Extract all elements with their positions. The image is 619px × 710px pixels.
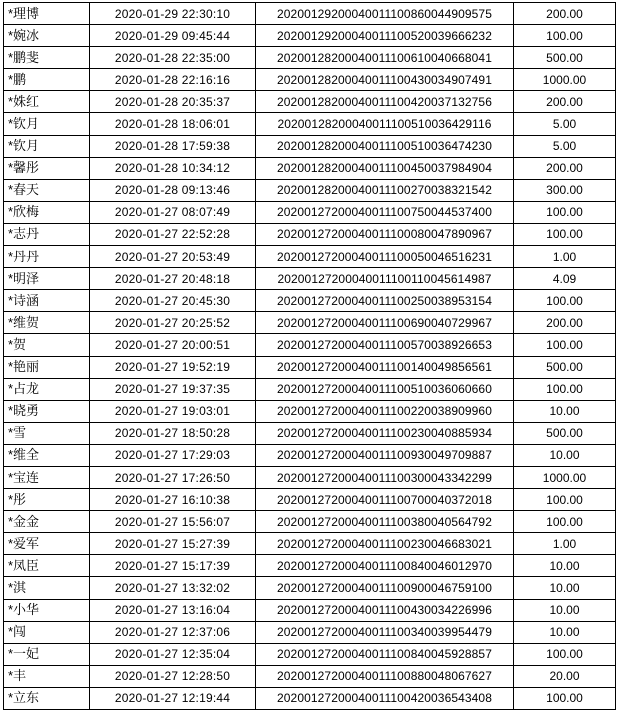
cell-amount: 1.00: [514, 246, 616, 268]
table-row: [4, 91, 616, 113]
cell-amount: 300.00: [514, 179, 616, 201]
cell-datetime: 2020-01-27 17:26:50: [90, 466, 256, 488]
cell-datetime: 2020-01-28 18:06:01: [90, 113, 256, 135]
cell-amount: 5.00: [514, 135, 616, 157]
cell-datetime: 2020-01-27 20:45:30: [90, 290, 256, 312]
table-row: [4, 489, 616, 511]
cell-amount: 5.00: [514, 113, 616, 135]
cell-order-number: 20200127200040011100250038953154: [256, 290, 514, 312]
cell-datetime: 2020-01-28 22:16:16: [90, 69, 256, 91]
table-row: [4, 179, 616, 201]
table-row: [4, 246, 616, 268]
cell-datetime: 2020-01-27 15:17:39: [90, 555, 256, 577]
cell-order-number: 20200127200040011100230040885934: [256, 422, 514, 444]
cell-amount: 4.09: [514, 268, 616, 290]
cell-order-number: 20200127200040011100930049709887: [256, 444, 514, 466]
cell-name: *诗涵: [4, 290, 90, 312]
cell-name: *一妃: [4, 643, 90, 665]
cell-datetime: 2020-01-27 08:07:49: [90, 201, 256, 223]
cell-order-number: 20200128200040011100450037984904: [256, 157, 514, 179]
cell-name: *雪: [4, 422, 90, 444]
cell-name: *淇: [4, 577, 90, 599]
cell-name: *贺: [4, 334, 90, 356]
table-row: [4, 599, 616, 621]
cell-amount: 200.00: [514, 3, 616, 25]
cell-name: *占龙: [4, 378, 90, 400]
cell-order-number: 20200127200040011100340039954479: [256, 621, 514, 643]
cell-amount: 100.00: [514, 643, 616, 665]
table-row: [4, 511, 616, 533]
cell-datetime: 2020-01-28 17:59:38: [90, 135, 256, 157]
table-row: [4, 400, 616, 422]
cell-order-number: 20200128200040011100420037132756: [256, 91, 514, 113]
table-row: [4, 223, 616, 245]
cell-datetime: 2020-01-27 15:56:07: [90, 511, 256, 533]
cell-amount: 100.00: [514, 687, 616, 709]
cell-amount: 1000.00: [514, 69, 616, 91]
cell-order-number: 20200128200040011100270038321542: [256, 179, 514, 201]
cell-order-number: 20200127200040011100430034226996: [256, 599, 514, 621]
cell-order-number: 20200127200040011100840046012970: [256, 555, 514, 577]
cell-datetime: 2020-01-27 20:25:52: [90, 312, 256, 334]
cell-amount: 1.00: [514, 533, 616, 555]
cell-order-number: 20200127200040011100700040372018: [256, 489, 514, 511]
cell-amount: 100.00: [514, 25, 616, 47]
table-row: [4, 268, 616, 290]
cell-datetime: 2020-01-27 20:53:49: [90, 246, 256, 268]
cell-datetime: 2020-01-27 12:35:04: [90, 643, 256, 665]
cell-datetime: 2020-01-27 15:27:39: [90, 533, 256, 555]
table-row: [4, 290, 616, 312]
cell-order-number: 20200127200040011100230046683021: [256, 533, 514, 555]
table-row: [4, 69, 616, 91]
table-row: [4, 334, 616, 356]
cell-name: *维全: [4, 444, 90, 466]
cell-order-number: 20200128200040011100510036429116: [256, 113, 514, 135]
cell-datetime: 2020-01-27 20:00:51: [90, 334, 256, 356]
cell-amount: 100.00: [514, 290, 616, 312]
cell-name: *鹏: [4, 69, 90, 91]
table-row: [4, 643, 616, 665]
cell-order-number: 20200129200040011100860044909575: [256, 3, 514, 25]
cell-name: *爱军: [4, 533, 90, 555]
cell-amount: 10.00: [514, 444, 616, 466]
table-row: [4, 665, 616, 687]
cell-amount: 1000.00: [514, 466, 616, 488]
cell-amount: 20.00: [514, 665, 616, 687]
cell-amount: 200.00: [514, 91, 616, 113]
cell-amount: 500.00: [514, 422, 616, 444]
cell-order-number: 20200127200040011100050046516231: [256, 246, 514, 268]
cell-amount: 10.00: [514, 599, 616, 621]
cell-order-number: 20200127200040011100380040564792: [256, 511, 514, 533]
cell-order-number: 20200127200040011100840045928857: [256, 643, 514, 665]
cell-name: *宝连: [4, 466, 90, 488]
cell-datetime: 2020-01-29 22:30:10: [90, 3, 256, 25]
table-row: [4, 47, 616, 69]
cell-order-number: 20200127200040011100220038909960: [256, 400, 514, 422]
cell-name: *明泽: [4, 268, 90, 290]
cell-amount: 100.00: [514, 223, 616, 245]
cell-order-number: 20200127200040011100420036543408: [256, 687, 514, 709]
cell-datetime: 2020-01-28 10:34:12: [90, 157, 256, 179]
cell-name: *姝红: [4, 91, 90, 113]
table-row: [4, 3, 616, 25]
cell-name: *钦月: [4, 113, 90, 135]
cell-amount: 10.00: [514, 621, 616, 643]
table-row: [4, 157, 616, 179]
cell-name: *立东: [4, 687, 90, 709]
cell-order-number: 20200127200040011100880048067627: [256, 665, 514, 687]
cell-order-number: 20200127200040011100140049856561: [256, 356, 514, 378]
cell-datetime: 2020-01-27 13:32:02: [90, 577, 256, 599]
table-row: [4, 356, 616, 378]
cell-datetime: 2020-01-27 12:19:44: [90, 687, 256, 709]
cell-amount: 100.00: [514, 489, 616, 511]
cell-name: *维贺: [4, 312, 90, 334]
cell-amount: 10.00: [514, 577, 616, 599]
cell-name: *志丹: [4, 223, 90, 245]
cell-datetime: 2020-01-27 16:10:38: [90, 489, 256, 511]
table-row: [4, 25, 616, 47]
cell-datetime: 2020-01-28 09:13:46: [90, 179, 256, 201]
table-row: [4, 113, 616, 135]
cell-name: *钦月: [4, 135, 90, 157]
cell-order-number: 20200127200040011100690040729967: [256, 312, 514, 334]
cell-datetime: 2020-01-27 19:03:01: [90, 400, 256, 422]
cell-amount: 500.00: [514, 47, 616, 69]
cell-name: *小华: [4, 599, 90, 621]
cell-datetime: 2020-01-29 09:45:44: [90, 25, 256, 47]
table-body: [4, 3, 616, 710]
cell-amount: 100.00: [514, 201, 616, 223]
cell-order-number: 20200127200040011100300043342299: [256, 466, 514, 488]
cell-order-number: 20200128200040011100610040668041: [256, 47, 514, 69]
cell-amount: 500.00: [514, 356, 616, 378]
cell-amount: 10.00: [514, 400, 616, 422]
table-row: [4, 312, 616, 334]
cell-order-number: 20200127200040011100110045614987: [256, 268, 514, 290]
cell-name: *理博: [4, 3, 90, 25]
cell-name: *闯: [4, 621, 90, 643]
cell-datetime: 2020-01-27 22:52:28: [90, 223, 256, 245]
cell-name: *婉冰: [4, 25, 90, 47]
table-row: [4, 201, 616, 223]
cell-datetime: 2020-01-27 12:28:50: [90, 665, 256, 687]
cell-amount: 100.00: [514, 511, 616, 533]
cell-name: *丹丹: [4, 246, 90, 268]
cell-name: *春天: [4, 179, 90, 201]
cell-amount: 10.00: [514, 555, 616, 577]
cell-datetime: 2020-01-27 13:16:04: [90, 599, 256, 621]
cell-datetime: 2020-01-27 12:37:06: [90, 621, 256, 643]
cell-name: *金金: [4, 511, 90, 533]
cell-name: *馨彤: [4, 157, 90, 179]
cell-order-number: 20200127200040011100570038926653: [256, 334, 514, 356]
cell-order-number: 20200127200040011100750044537400: [256, 201, 514, 223]
cell-name: *彤: [4, 489, 90, 511]
cell-amount: 200.00: [514, 157, 616, 179]
cell-datetime: 2020-01-27 19:37:35: [90, 378, 256, 400]
cell-datetime: 2020-01-28 22:35:00: [90, 47, 256, 69]
table-row: [4, 422, 616, 444]
cell-name: *艳丽: [4, 356, 90, 378]
cell-name: *晓勇: [4, 400, 90, 422]
cell-amount: 200.00: [514, 312, 616, 334]
cell-order-number: 20200127200040011100510036060660: [256, 378, 514, 400]
cell-amount: 100.00: [514, 334, 616, 356]
table-row: [4, 555, 616, 577]
cell-name: *凤臣: [4, 555, 90, 577]
cell-order-number: 20200128200040011100510036474230: [256, 135, 514, 157]
table-row: [4, 466, 616, 488]
table-row: [4, 687, 616, 709]
cell-datetime: 2020-01-27 17:29:03: [90, 444, 256, 466]
table-row: [4, 444, 616, 466]
cell-name: *鹏斐: [4, 47, 90, 69]
cell-datetime: 2020-01-28 20:35:37: [90, 91, 256, 113]
cell-order-number: 20200127200040011100900046759100: [256, 577, 514, 599]
transaction-table: [3, 2, 616, 710]
cell-order-number: 20200127200040011100080047890967: [256, 223, 514, 245]
table-row: [4, 621, 616, 643]
cell-amount: 100.00: [514, 378, 616, 400]
table-row: [4, 135, 616, 157]
cell-datetime: 2020-01-27 18:50:28: [90, 422, 256, 444]
table-row: [4, 378, 616, 400]
cell-order-number: 20200129200040011100520039666232: [256, 25, 514, 47]
cell-datetime: 2020-01-27 19:52:19: [90, 356, 256, 378]
cell-name: *欣梅: [4, 201, 90, 223]
transaction-sheet: [0, 2, 619, 706]
cell-name: *丰: [4, 665, 90, 687]
table-row: [4, 533, 616, 555]
table-row: [4, 577, 616, 599]
cell-datetime: 2020-01-27 20:48:18: [90, 268, 256, 290]
cell-order-number: 20200128200040011100430034907491: [256, 69, 514, 91]
